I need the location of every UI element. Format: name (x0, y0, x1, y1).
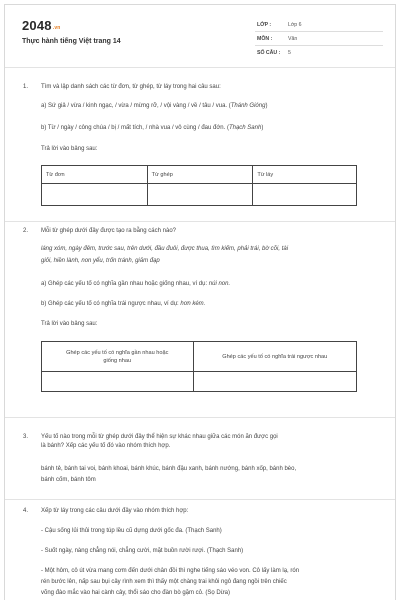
q4-sentence-2: - Suốt ngày, nàng chẳng nói, chẳng cười, mặt buồn rười rượi. (Thạch Sanh) (41, 548, 244, 554)
q3-list-line-2: bánh cốm, bánh tôm (41, 477, 96, 483)
answer-cell[interactable] (42, 372, 194, 392)
question-prompt: Tìm và lập danh sách các từ đơn, từ ghép, từ láy trong hai câu sau: (41, 84, 221, 90)
meta-row-question-count (255, 46, 383, 60)
table-header-cell: Từ đơn (42, 166, 148, 184)
site-logo[interactable] (22, 18, 61, 33)
question-prompt-line-1: Yếu tố nào trong mỗi từ ghép dưới đây thể hiện sự khác nhau giữa các món ăn được gọi (41, 434, 278, 440)
worksheet-page (4, 4, 396, 600)
q4-sentence-3-line-3: võng đào mắc vào hai cành cây, thổi sáo cho đàn bò gặm cỏ. (Sọ Dừa) (41, 590, 231, 596)
table-row (42, 372, 357, 392)
meta-value: 5 (288, 50, 291, 56)
table-header-cell (42, 342, 194, 372)
q2-table-note: Trả lời vào bảng sau: (41, 321, 98, 327)
meta-value: Lớp 6 (288, 22, 302, 28)
question-number: 1. (23, 84, 29, 90)
worksheet-meta (255, 18, 383, 60)
meta-key: SỐ CÂU : (257, 50, 281, 56)
q3-list-line-1: bánh tẻ, bánh tai voi, bánh khoai, bánh khúc, bánh đậu xanh, bánh nướng, bánh xốp, bánh bèo, (41, 466, 297, 472)
table-row (42, 184, 357, 206)
q1-item-b-source: Thạch Sanh (228, 125, 262, 131)
q2-word-list-line-2: giỏi, hiền lành, non yểu, trốn tránh, giảm đạp (41, 258, 160, 264)
table-header-cell: Ghép các yếu tố có nghĩa trái ngược nhau (193, 342, 356, 372)
header-line: giống nhau (103, 357, 132, 364)
question-number: 3. (23, 434, 29, 440)
question-prompt: Xếp từ láy trong các câu dưới đây vào nhóm thích hợp: (41, 508, 189, 514)
q1-item-a-close: ) (265, 103, 268, 109)
table-header-row (42, 166, 357, 184)
question-number: 4. (23, 508, 29, 514)
question-prompt: Mỗi từ ghép dưới đây được tạo ra bằng cách nào? (41, 228, 176, 234)
section-divider (5, 499, 395, 500)
meta-row-subject (255, 32, 383, 46)
q2-item-a-example: núi non. (208, 281, 231, 287)
q2-word-list-line-1: láng xóm, ngày đêm, trước sau, trên dưới, đầu đuôi, được thua, tìm kiếm, phải trái, bờ cõi, tài (41, 246, 289, 252)
q1-item-b (41, 124, 377, 133)
table-header-row (42, 342, 357, 372)
q4-sentence-1: - Cậu sống lủi thủi trong túp lều cũ dựng dưới gốc đa. (Thạch Sanh) (41, 528, 222, 534)
meta-key: MÔN : (257, 36, 273, 42)
worksheet-header (5, 5, 395, 67)
q2-answer-table (41, 341, 357, 392)
answer-cell[interactable] (193, 372, 356, 392)
section-divider (5, 417, 395, 418)
q2-item-b-text: b) Ghép các yếu tố có nghĩa trái ngược nhau, ví dụ: (41, 301, 181, 307)
q4-sentence-3-line-1: - Một hôm, cô út vừa mang cơm đến dưới chân đồi thì nghe tiếng sáo véo von. Cô lấy làm lạ, rón (41, 568, 300, 574)
section-divider (5, 221, 395, 222)
header-line: Ghép các yếu tố có nghĩa gần nhau hoặc (66, 349, 169, 356)
table-header-cell: Từ ghép (147, 166, 253, 184)
q4-sentence-3-line-2: rén bước lên, nấp sau bụi cây rình xem thì thấy một chàng trai khôi ngô đang ngồi trên chiếc (41, 579, 287, 585)
answer-cell[interactable] (147, 184, 253, 206)
question-number: 2. (23, 228, 29, 234)
q2-item-a-text: a) Ghép các yếu tố có nghĩa gần nhau hoặc giống nhau, ví dụ: (41, 281, 209, 287)
meta-key: LỚP : (257, 22, 272, 28)
logo-text: 2048 (22, 18, 52, 33)
q1-item-a-source: Thánh Gióng (230, 103, 266, 109)
q1-item-a-text: a) Sứ giả / vừa / kinh ngạc, / vừa / mừng rỡ, / vội vàng / về / tâu / vua. ( (41, 103, 231, 109)
q1-table-note: Trả lời vào bảng sau: (41, 146, 98, 152)
q1-answer-table (41, 165, 357, 206)
q1-item-b-close: ) (261, 125, 264, 131)
answer-cell[interactable] (253, 184, 357, 206)
question-prompt-line-2: là bánh? Xếp các yếu tố đó vào nhóm thích hợp. (41, 443, 171, 449)
page-title: Thực hành tiếng Việt trang 14 (22, 38, 121, 45)
q2-item-b (41, 300, 377, 309)
meta-value: Văn (288, 36, 298, 42)
q1-item-a (41, 102, 377, 111)
q1-item-b-text: b) Từ / ngày / công chúa / bị / mất tích, / nhà vua / vô cùng / đau đớn. ( (41, 125, 229, 131)
q2-item-b-example: hơn kém. (180, 301, 206, 307)
meta-row-class (255, 18, 383, 32)
header-divider (5, 67, 395, 68)
logo-suffix: .vn (52, 25, 61, 31)
table-header-cell: Từ láy (253, 166, 357, 184)
answer-cell[interactable] (42, 184, 148, 206)
q2-item-a (41, 280, 377, 289)
